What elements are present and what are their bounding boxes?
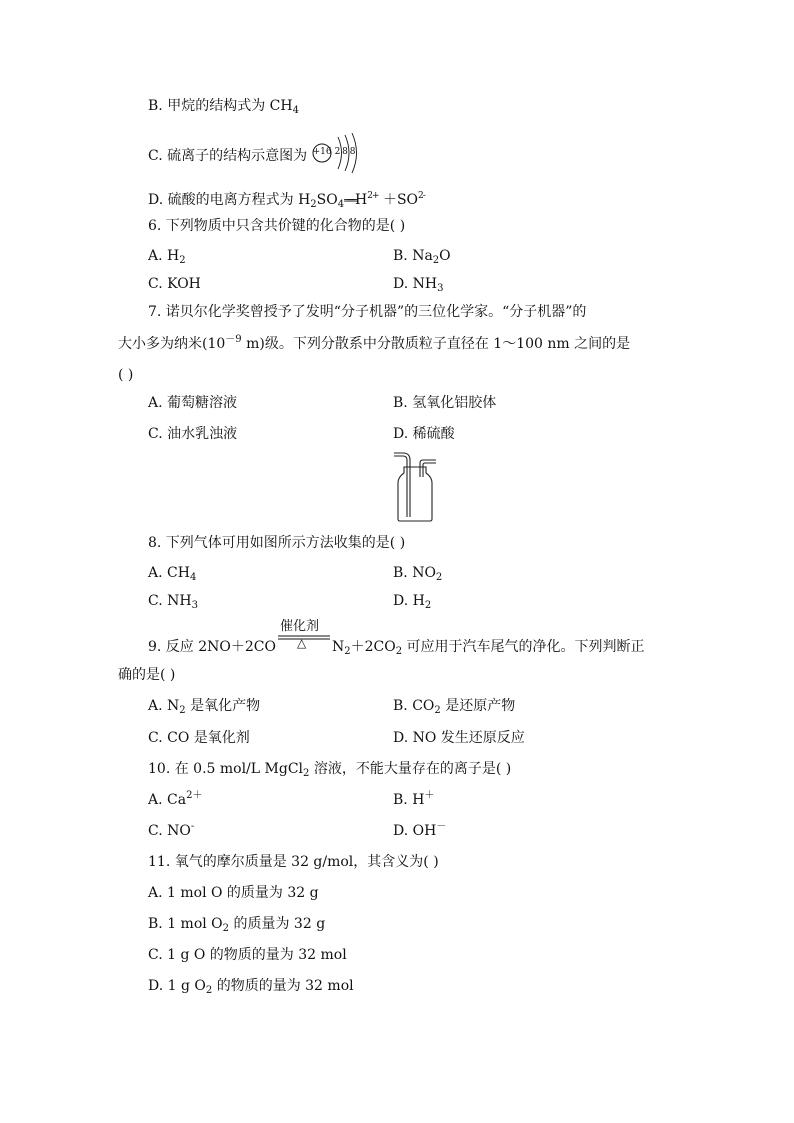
q9-option-c: C. CO 是氧化剂 bbox=[148, 730, 250, 746]
q9-option-b: B. $CO_2$ 是还原产物 bbox=[393, 698, 516, 716]
q11-option-c: C. 1 g O 的物质的量为 32 mol bbox=[148, 947, 347, 963]
q8-stem: 8. 下列气体可用如图所示方法收集的是( ) bbox=[148, 535, 406, 551]
superscript: 2+ bbox=[367, 191, 379, 201]
superscript: 2- bbox=[418, 191, 425, 201]
q9-stem-line2: 确的是( ) bbox=[118, 667, 176, 683]
q6-option-a: A. $H_2$ bbox=[148, 248, 186, 266]
q8-option-a: A. $CH_4$ bbox=[148, 565, 197, 583]
q6-stem: 6. 下列物质中只含共价键的化合物的是( ) bbox=[148, 218, 406, 234]
option-text: B. 甲烷的结构式为 CH bbox=[148, 98, 293, 114]
q5-option-d bbox=[148, 186, 425, 211]
q10-option-b: B. H＋ bbox=[393, 790, 435, 808]
subscript: 4 bbox=[337, 199, 345, 210]
subscript: 4 bbox=[292, 105, 299, 116]
q9-stem-line1: 9. 反应 2NO＋2CO 催化剂 △ $N_2+2CO_2$ 可应用于汽车尾气的净化。下列判断正 bbox=[148, 619, 645, 657]
q11-option-d: D. 1 g $O_2$ 的物质的量为 32 mol bbox=[148, 978, 354, 996]
q6-option-d: D. $NH_3$ bbox=[393, 276, 444, 294]
q8-option-b: B. $NO_2$ bbox=[393, 565, 443, 583]
q7-stem-line1: 7. 诺贝尔化学奖曾授予了发明“分子机器”的三位化学家。“分子机器”的 bbox=[148, 304, 587, 320]
sulfide-ion-structure-diagram bbox=[312, 141, 382, 169]
q11-stem: 11. 氧气的摩尔质量是 32 g/mol，其含义为( ) bbox=[148, 854, 439, 870]
q9-option-d: D. NO 发生还原反应 bbox=[393, 730, 525, 746]
q5-option-c bbox=[148, 141, 382, 169]
q11-option-a: A. 1 mol O 的质量为 32 g bbox=[148, 885, 319, 901]
q7-option-d: D. 稀硫酸 bbox=[393, 426, 455, 442]
q7-stem-line2: 大小多为纳米($10^{-9}$ m)级。下列分散系中分散质粒子直径在 1～100 nm 之间的是 bbox=[118, 334, 631, 352]
electron-shells: 2 8 8 bbox=[334, 147, 356, 157]
option-text: D. 硫酸的电离方程式为 H bbox=[148, 192, 311, 208]
q11-option-b: B. 1 mol $O_2$ 的质量为 32 g bbox=[148, 916, 326, 934]
formula-part: SO bbox=[316, 192, 338, 208]
q10-option-c: C. NO- bbox=[148, 821, 195, 839]
formula-part: ＋SO bbox=[378, 192, 419, 208]
q7-option-a: A. 葡萄糖溶液 bbox=[148, 395, 238, 411]
q6-option-b: B. $Na_2O$ bbox=[393, 248, 451, 266]
q5-option-b bbox=[148, 96, 299, 116]
q10-option-a: A. $Ca^{2+}$ bbox=[148, 790, 203, 808]
q10-stem: 10. 在 0.5 mol/L MgCl$_2$ 溶液，不能大量存在的离子是( ) bbox=[148, 761, 512, 779]
q8-option-c: C. $NH_3$ bbox=[148, 593, 198, 611]
option-text: C. 硫离子的结构示意图为 bbox=[148, 148, 308, 164]
formula-part: H bbox=[355, 192, 368, 208]
heat-symbol: △ bbox=[297, 636, 307, 650]
q10-option-d: D. OH－ bbox=[393, 821, 447, 839]
gas-collection-bottle-figure bbox=[390, 451, 440, 523]
q7-stem-line3: ( ) bbox=[118, 367, 134, 383]
catalyst-label: 催化剂 bbox=[280, 619, 320, 634]
q7-option-c: C. 油水乳浊液 bbox=[148, 426, 238, 442]
catalyst-arrow bbox=[276, 619, 332, 657]
nucleus-charge: +16 bbox=[312, 147, 332, 157]
q6-option-c: C. KOH bbox=[148, 276, 201, 292]
q9-option-a: A. $N_2$ 是氧化产物 bbox=[148, 698, 261, 716]
equals-sign: ═══ bbox=[344, 194, 355, 207]
subscript: 2 bbox=[310, 199, 317, 210]
q8-option-d: D. $H_2$ bbox=[393, 593, 432, 611]
q7-option-b: B. 氢氧化铝胶体 bbox=[393, 395, 497, 411]
